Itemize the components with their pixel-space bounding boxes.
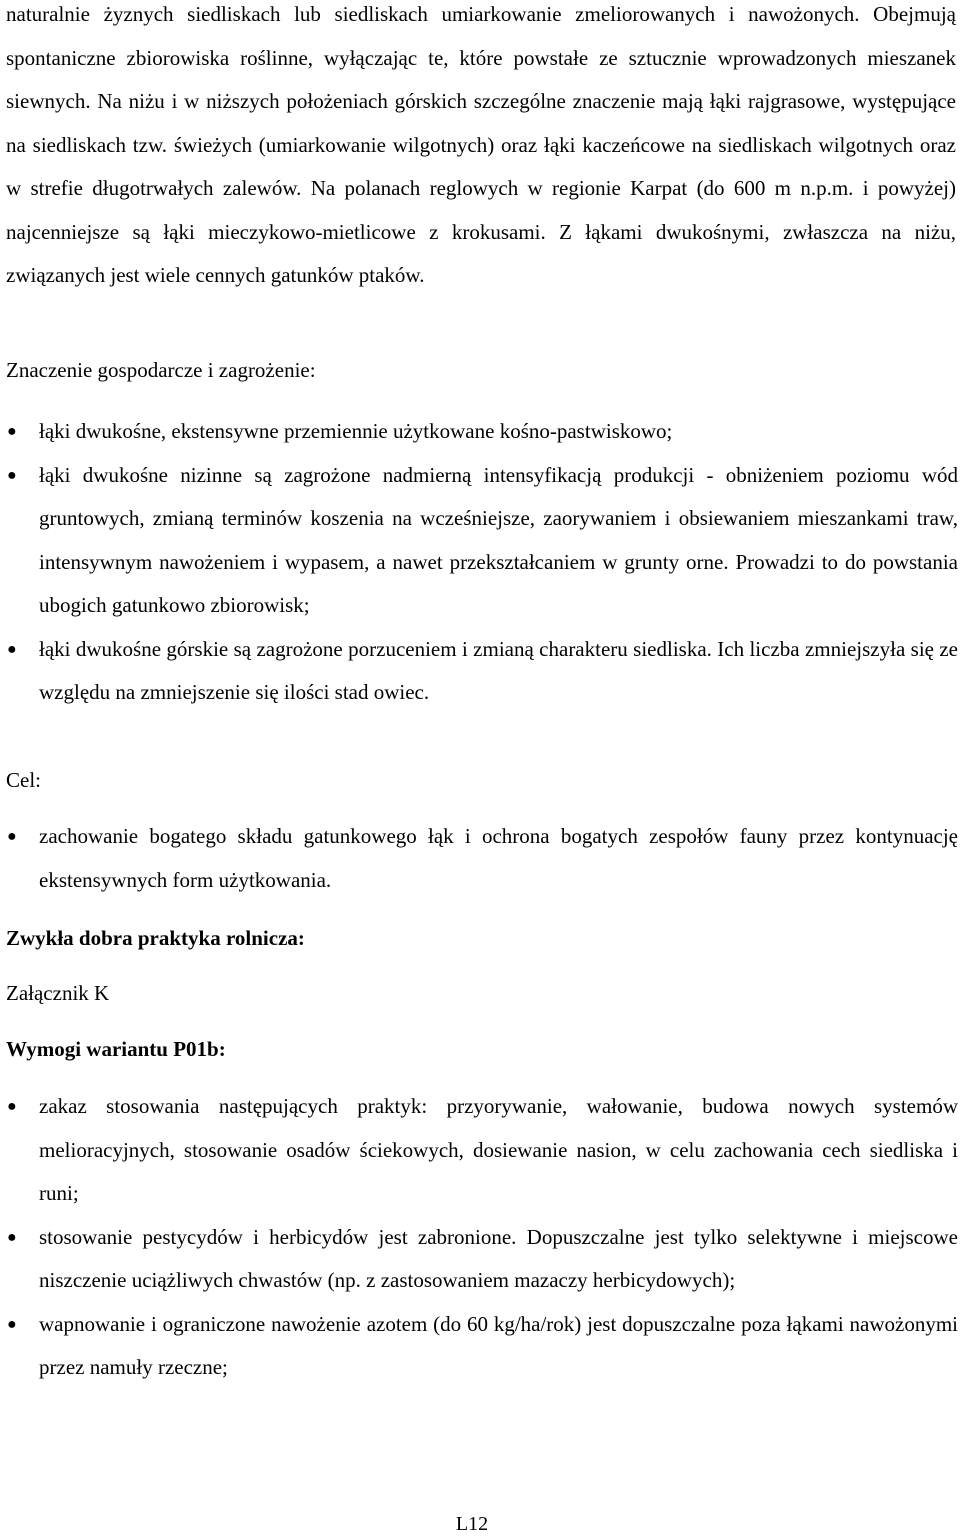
list-item-text: zakaz stosowania następujących praktyk: przyorywanie, wałowanie, budowa nowych systemów melioracyjnych, stosowanie osadów ściekowych, dosiewanie nasion, w celu zachowania cech siedliska i runi; (39, 1094, 958, 1205)
list-item (0, 454, 958, 628)
list-item (0, 628, 958, 715)
bullet-icon: ● (7, 423, 17, 440)
list-item (0, 410, 958, 454)
list-item-text: łąki dwukośne górskie są zagrożone porzuceniem i zmianą charakteru siedliska. Ich liczba zmniejszyła się ze względu na zmniejszenie się ilości stad owiec. (39, 636, 958, 704)
list-item-text: łąki dwukośne, ekstensywne przemiennie użytkowane kośno-pastwiskowo; (39, 419, 673, 443)
annex-reference: Załącznik K (6, 981, 110, 1005)
heading-good-practice: Zwykła dobra praktyka rolnicza: (6, 926, 305, 950)
heading-economic-importance: Znaczenie gospodarcze i zagrożenie: (6, 358, 316, 382)
economic-importance-list (0, 410, 958, 715)
list-item (0, 1303, 958, 1390)
requirements-list (0, 1085, 958, 1390)
list-item (0, 815, 958, 902)
list-item (0, 1216, 958, 1303)
bullet-icon: ● (7, 466, 17, 484)
list-item-text: stosowanie pestycydów i herbicydów jest zabronione. Dopuszczalne jest tylko selektywne i miejscowe niszczenie uciążliwych chwastów (np. z zastosowaniem mazaczy herbicydowych); (39, 1224, 958, 1292)
list-item-text: łąki dwukośne nizinne są zagrożone nadmierną intensyfikacją produkcji - obniżeniem poziomu wód gruntowych, zmianą terminów koszenia na wcześniejsze, zaorywaniem i obsiewaniem mieszankami traw, intensywnym nawożeniem i wypasem, a nawet przekształcaniem w grunty orne. Prowadzi to do powstania ubogich gatunkowo zbiorowisk; (39, 462, 958, 617)
heading-goal: Cel: (6, 768, 41, 792)
bullet-icon: ● (7, 1228, 17, 1246)
intro-paragraph: naturalnie żyznych siedliskach lub siedliskach umiarkowanie zmeliorowanych i nawożonych. Obejmują spontaniczne zbiorowiska roślinne, wyłączając te, które powstałe ze sztucznie wprowadzonych mieszanek siewnych. Na niżu i w niższych położeniach górskich szczególne znaczenie mają łąki rajgrasowe, występujące na siedliskach tzw. świeżych (umiarkowanie wilgotnych) oraz łąki kaczeńcowe na siedliskach wilgotnych oraz w strefie długotrwałych zalewów. Na polanach reglowych w regionie Karpat (do 600 m n.p.m. i powyżej) najcenniejsze są łąki mieczykowo-mietlicowe z krokusami. Z łąkami dwukośnymi, zwłaszcza na niżu, związanych jest wiele cennych gatunków ptaków. (6, 2, 956, 287)
bullet-icon: ● (7, 828, 17, 845)
bullet-icon: ● (7, 1315, 17, 1333)
goal-list (0, 815, 958, 902)
bullet-icon: ● (7, 640, 17, 658)
page-number: L12 (455, 1513, 489, 1535)
list-item-text: wapnowanie i ograniczone nawożenie azotem (do 60 kg/ha/rok) jest dopuszczalne poza łąkami nawożonymi przez namuły rzeczne; (39, 1311, 958, 1379)
bullet-icon: ● (7, 1098, 17, 1115)
heading-requirements: Wymogi wariantu P01b: (6, 1037, 226, 1061)
list-item (0, 1085, 958, 1216)
list-item-text: zachowanie bogatego składu gatunkowego łąk i ochrona bogatych zespołów fauny przez kontynuację ekstensywnych form użytkowania. (39, 824, 958, 892)
